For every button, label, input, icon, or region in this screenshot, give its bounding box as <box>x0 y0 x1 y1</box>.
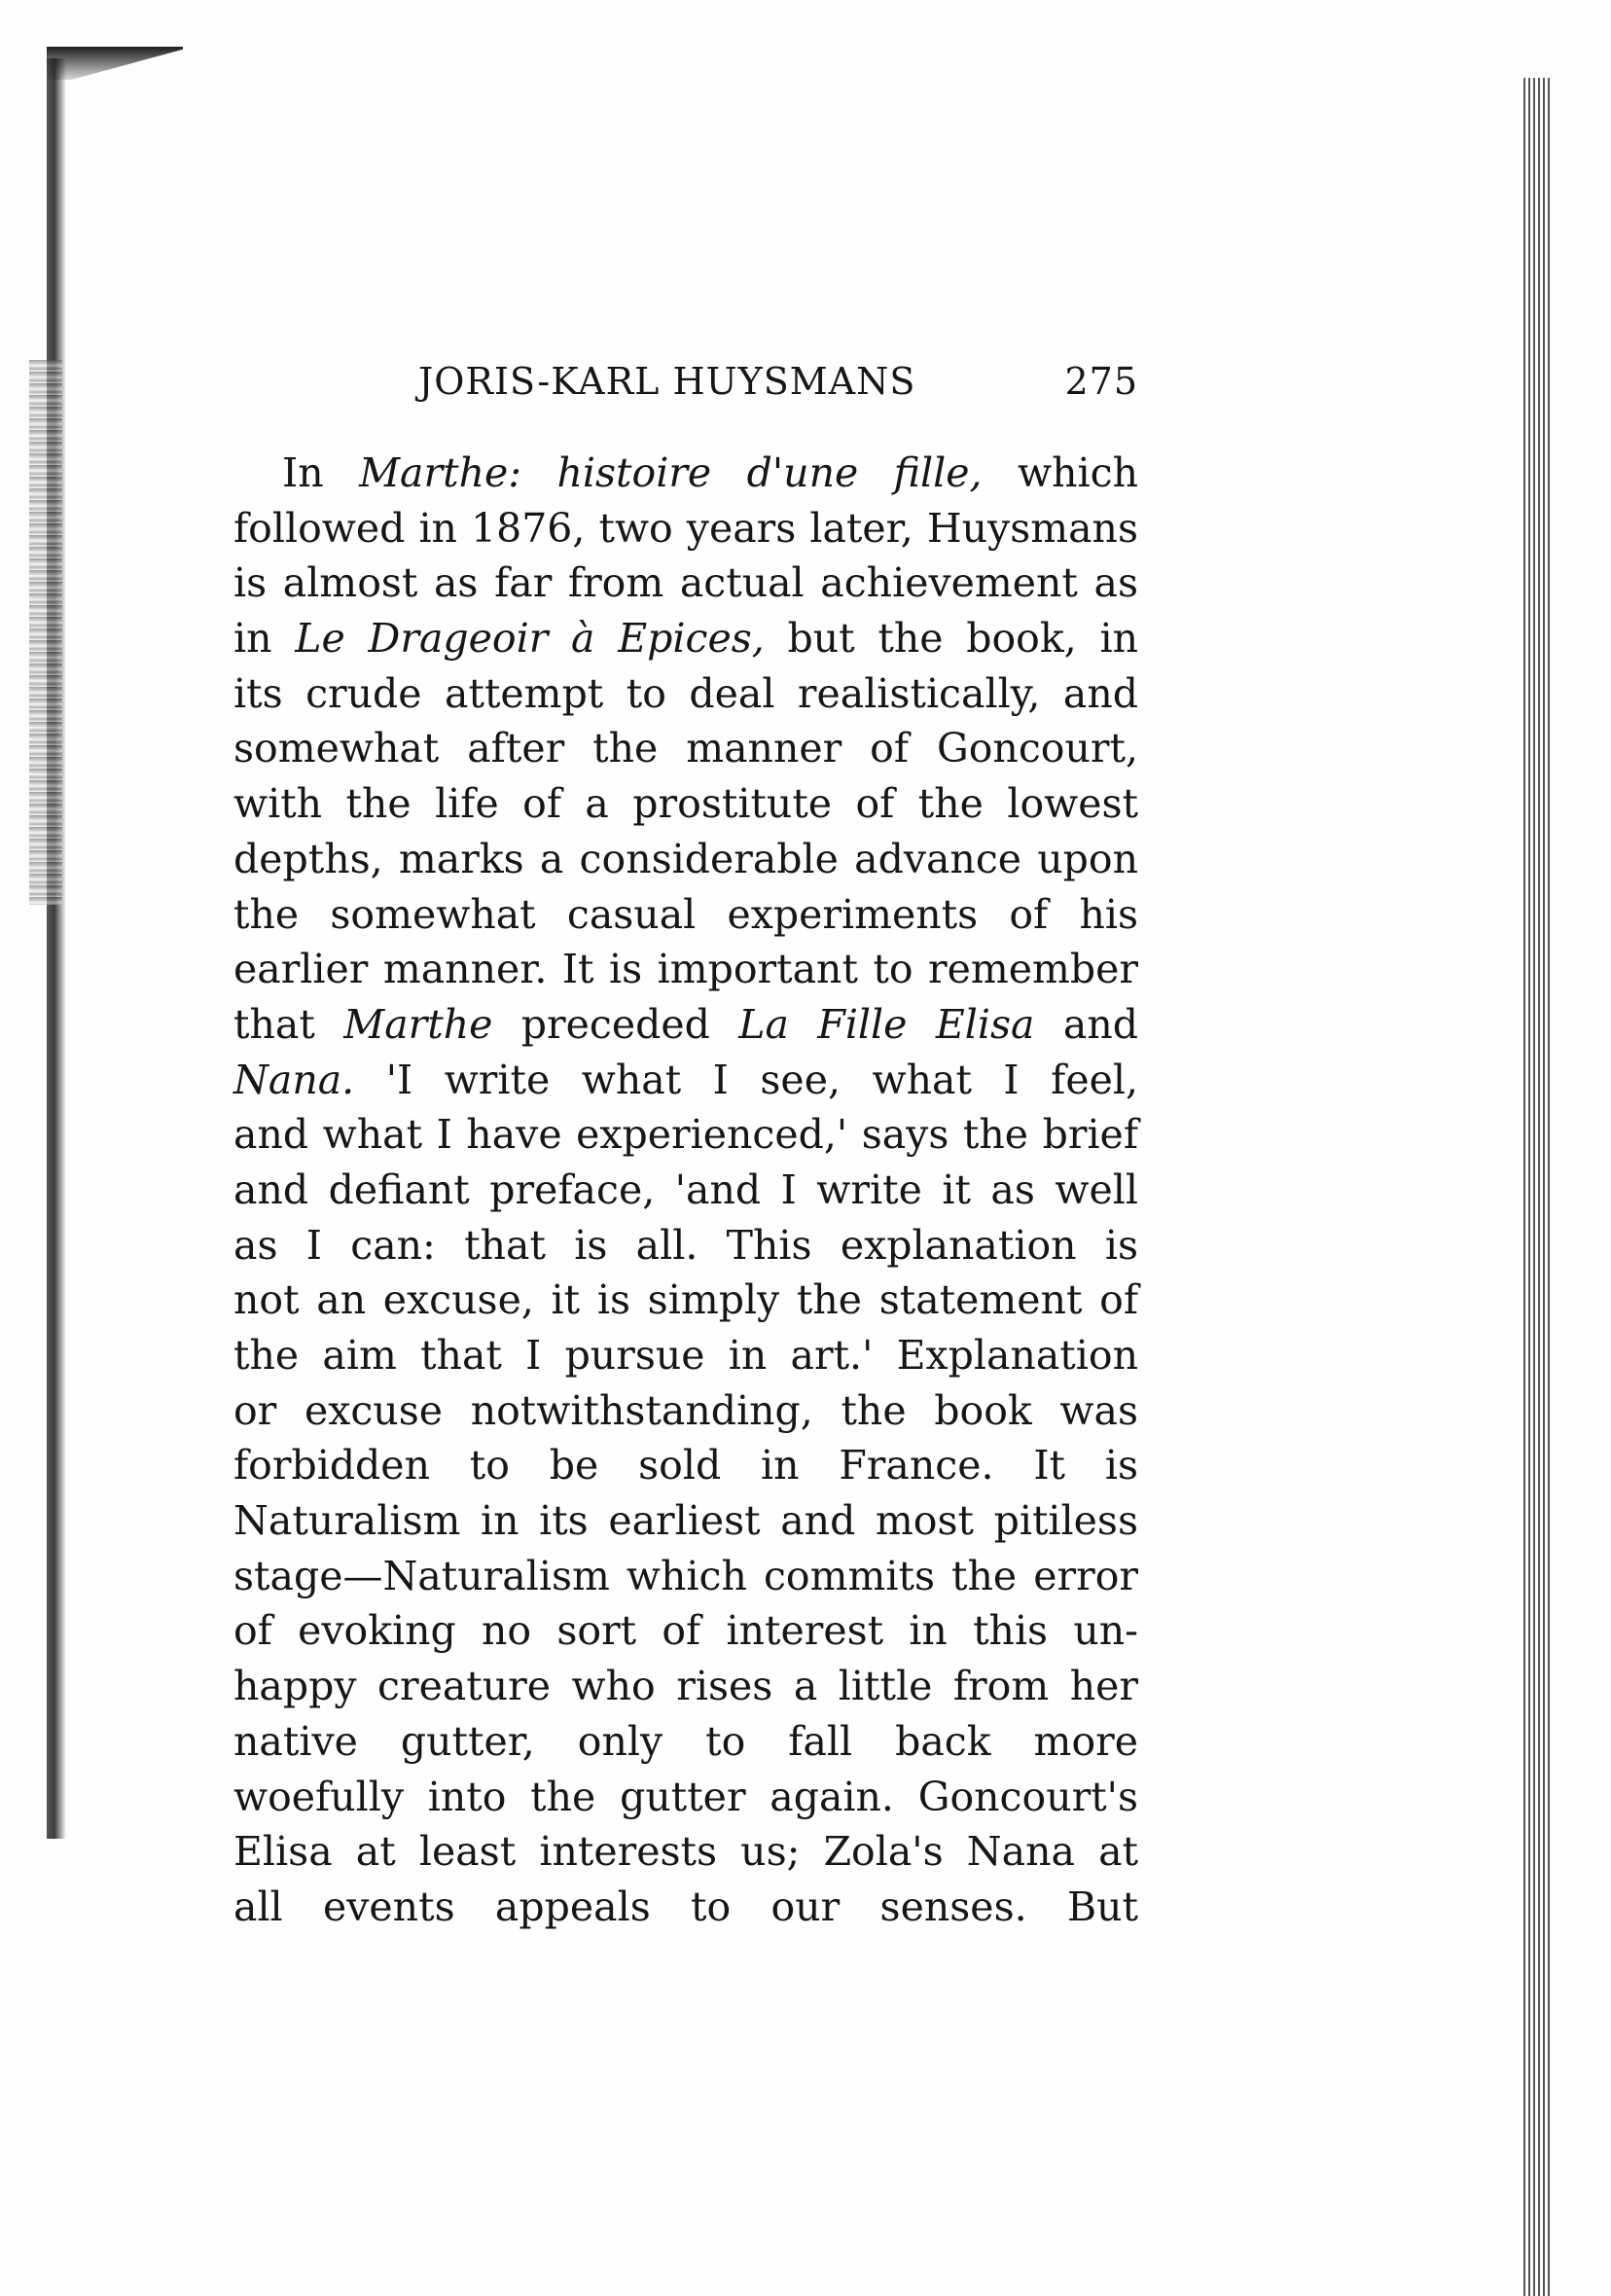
text-line <box>233 1549 1138 1604</box>
text-line <box>233 446 1138 501</box>
running-title: JORIS-KARL HUYSMANS <box>418 360 916 403</box>
text-segment: Elisa at least interests us; Zola's Nana at <box>233 1828 1138 1876</box>
running-head <box>418 360 1138 409</box>
text-segment: happy creature who rises a little from her <box>233 1663 1138 1710</box>
text-segment: that <box>233 1000 344 1048</box>
text-segment: stage—Naturalism which commits the error <box>233 1552 1138 1599</box>
text-line <box>233 1273 1138 1328</box>
text-segment: the somewhat casual experiments of his <box>233 890 1138 938</box>
text-segment: of evoking no sort of interest in this un- <box>233 1607 1138 1655</box>
text-line <box>233 1714 1138 1770</box>
text-line <box>233 887 1138 943</box>
text-line <box>233 1603 1138 1659</box>
text-segment: preceded <box>492 1000 739 1048</box>
text-segment: native gutter, only to fall back more <box>233 1717 1138 1765</box>
text-line <box>233 501 1138 556</box>
text-segment: or excuse notwithstanding, the book was <box>233 1386 1138 1434</box>
text-segment: followed in 1876, two years later, Huysmans <box>233 504 1138 552</box>
text-segment: as I can: that is all. This explanation is <box>233 1221 1138 1269</box>
text-line <box>233 776 1138 832</box>
page-edge-lines <box>1523 78 1551 2296</box>
text-line <box>233 721 1138 776</box>
text-segment: Naturalism in its earliest and most pitiless <box>233 1497 1138 1545</box>
italic-text: Le Drageoir à Epices, <box>295 615 765 663</box>
text-segment: but the book, in <box>764 615 1138 663</box>
text-segment: 'I write what I see, what I feel, <box>354 1056 1138 1103</box>
italic-text: La Fille Elisa <box>738 1000 1035 1048</box>
text-line <box>233 1107 1138 1163</box>
text-line <box>233 1493 1138 1549</box>
text-line <box>233 1053 1138 1108</box>
text-segment: is almost as far from actual achievement as <box>233 559 1138 607</box>
text-line <box>233 611 1138 666</box>
italic-text: Nana. <box>233 1056 355 1103</box>
text-line <box>233 832 1138 887</box>
text-segment: which <box>982 449 1138 496</box>
text-segment: the aim that I pursue in art.' Explanation <box>233 1332 1138 1379</box>
text-line <box>233 1824 1138 1880</box>
text-line <box>233 1383 1138 1439</box>
text-segment: depths, marks a considerable advance upon <box>233 835 1138 882</box>
text-segment: in <box>233 615 296 663</box>
text-line <box>233 1659 1138 1714</box>
text-line <box>233 1880 1138 1935</box>
text-segment: and <box>1034 1000 1138 1048</box>
text-segment: its crude attempt to deal realistically, and <box>233 669 1138 717</box>
text-segment: forbidden to be sold in France. It is <box>233 1442 1138 1489</box>
text-segment: with the life of a prostitute of the lowest <box>233 780 1138 828</box>
italic-text: Marthe: histoire d'une fille, <box>359 449 983 496</box>
binding-shadow <box>47 58 66 1839</box>
text-line <box>233 1163 1138 1218</box>
body-paragraph <box>233 446 1138 1935</box>
text-segment: In <box>282 449 360 496</box>
italic-text: Marthe <box>343 1000 493 1048</box>
text-segment: and what I have experienced,' says the brief <box>233 1111 1138 1159</box>
binding-speckle <box>29 360 62 905</box>
text-line <box>233 942 1138 997</box>
page-number: 275 <box>1064 360 1138 403</box>
text-segment: all events appeals to our senses. But <box>233 1883 1138 1930</box>
text-segment: woefully into the gutter again. Goncourt's <box>233 1773 1138 1820</box>
text-segment: not an excuse, it is simply the statement of <box>233 1276 1138 1324</box>
text-line <box>233 1770 1138 1825</box>
text-line <box>233 1328 1138 1383</box>
text-segment: earlier manner. It is important to remember <box>233 946 1138 993</box>
text-line <box>233 666 1138 722</box>
text-line <box>233 556 1138 611</box>
binding-shadow-tip <box>47 47 183 80</box>
text-line <box>233 1218 1138 1274</box>
text-line <box>233 997 1138 1053</box>
text-segment: somewhat after the manner of Goncourt, <box>233 725 1138 772</box>
text-segment: and defiant preface, 'and I write it as well <box>233 1166 1138 1213</box>
text-line <box>233 1438 1138 1493</box>
